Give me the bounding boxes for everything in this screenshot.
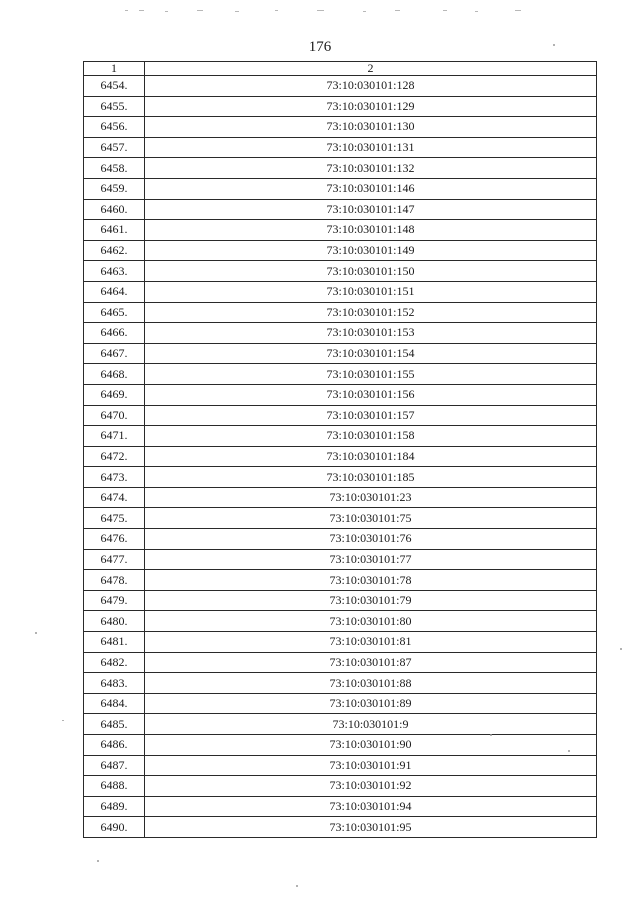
cadastral-number: 73:10:030101:128: [145, 76, 597, 97]
row-index: 6463.: [84, 261, 145, 282]
cadastral-number: 73:10:030101:132: [145, 158, 597, 179]
cadastral-number: 73:10:030101:79: [145, 590, 597, 611]
row-index: 6464.: [84, 281, 145, 302]
row-index: 6469.: [84, 384, 145, 405]
row-index: 6487.: [84, 755, 145, 776]
table-row: [84, 714, 597, 735]
cadastral-number: 73:10:030101:88: [145, 673, 597, 694]
table-row: [84, 673, 597, 694]
table-row: [84, 117, 597, 138]
cadastral-number: 73:10:030101:148: [145, 220, 597, 241]
scan-speck: [553, 44, 555, 46]
table-row: [84, 76, 597, 97]
scan-speck: [490, 734, 492, 736]
table-row: [84, 281, 597, 302]
cadastral-number: 73:10:030101:150: [145, 261, 597, 282]
table-row: [84, 570, 597, 591]
table-row: [84, 817, 597, 838]
cadastral-number: 73:10:030101:146: [145, 178, 597, 199]
cadastral-number: 73:10:030101:77: [145, 549, 597, 570]
row-index: 6482.: [84, 652, 145, 673]
row-index: 6460.: [84, 199, 145, 220]
row-index: 6467.: [84, 343, 145, 364]
row-index: 6468.: [84, 364, 145, 385]
cadastral-number: 73:10:030101:130: [145, 117, 597, 138]
table-row: [84, 199, 597, 220]
table-row: [84, 96, 597, 117]
row-index: 6490.: [84, 817, 145, 838]
column-header-cadastral-number: 2: [145, 62, 597, 76]
cadastral-number: 73:10:030101:155: [145, 364, 597, 385]
table-row: [84, 590, 597, 611]
row-index: 6485.: [84, 714, 145, 735]
table-row: [84, 487, 597, 508]
row-index: 6459.: [84, 178, 145, 199]
table-row: [84, 446, 597, 467]
cadastral-number: 73:10:030101:147: [145, 199, 597, 220]
cadastral-number: 73:10:030101:129: [145, 96, 597, 117]
scan-speck: [620, 648, 622, 650]
table-row: [84, 735, 597, 756]
row-index: 6486.: [84, 735, 145, 756]
row-index: 6473.: [84, 467, 145, 488]
row-index: 6481.: [84, 632, 145, 653]
scan-speck: [97, 860, 99, 862]
cadastral-number: 73:10:030101:156: [145, 384, 597, 405]
cadastral-number: 73:10:030101:151: [145, 281, 597, 302]
table-row: [84, 220, 597, 241]
table-row: [84, 302, 597, 323]
table-row: [84, 384, 597, 405]
table-row: [84, 426, 597, 447]
cadastral-number: 73:10:030101:81: [145, 632, 597, 653]
scan-artifact-line: [125, 9, 525, 13]
cadastral-number: 73:10:030101:90: [145, 735, 597, 756]
table-row: [84, 529, 597, 550]
row-index: 6466.: [84, 323, 145, 344]
table-row: [84, 508, 597, 529]
row-index: 6484.: [84, 693, 145, 714]
row-index: 6456.: [84, 117, 145, 138]
row-index: 6462.: [84, 240, 145, 261]
cadastral-number: 73:10:030101:157: [145, 405, 597, 426]
scan-speck: [35, 632, 37, 634]
row-index: 6461.: [84, 220, 145, 241]
scan-speck: [568, 750, 570, 752]
row-index: 6470.: [84, 405, 145, 426]
table-row: [84, 693, 597, 714]
cadastral-number: 73:10:030101:91: [145, 755, 597, 776]
row-index: 6465.: [84, 302, 145, 323]
table-row: [84, 652, 597, 673]
cadastral-number: 73:10:030101:76: [145, 529, 597, 550]
cadastral-number: 73:10:030101:92: [145, 776, 597, 797]
row-index: 6479.: [84, 590, 145, 611]
row-index: 6477.: [84, 549, 145, 570]
table-row: [84, 178, 597, 199]
table-row: [84, 467, 597, 488]
cadastral-number: 73:10:030101:153: [145, 323, 597, 344]
table-row: [84, 364, 597, 385]
table-row: [84, 632, 597, 653]
table-row: [84, 755, 597, 776]
cadastral-number: 73:10:030101:131: [145, 137, 597, 158]
cadastral-number: 73:10:030101:149: [145, 240, 597, 261]
table-row: [84, 137, 597, 158]
column-header-index: 1: [84, 62, 145, 76]
table-row: [84, 343, 597, 364]
table-body: [84, 76, 597, 838]
table-header-row: [84, 62, 597, 76]
page-number: 176: [308, 39, 332, 55]
table-row: [84, 158, 597, 179]
table-row: [84, 261, 597, 282]
row-index: 6457.: [84, 137, 145, 158]
cadastral-number: 73:10:030101:184: [145, 446, 597, 467]
cadastral-number: 73:10:030101:9: [145, 714, 597, 735]
scan-speck: [296, 885, 298, 887]
cadastral-table: [83, 61, 597, 838]
table-row: [84, 405, 597, 426]
row-index: 6483.: [84, 673, 145, 694]
cadastral-number: 73:10:030101:154: [145, 343, 597, 364]
cadastral-number: 73:10:030101:95: [145, 817, 597, 838]
row-index: 6458.: [84, 158, 145, 179]
table-row: [84, 776, 597, 797]
row-index: 6454.: [84, 76, 145, 97]
cadastral-number: 73:10:030101:94: [145, 796, 597, 817]
table-row: [84, 611, 597, 632]
row-index: 6489.: [84, 796, 145, 817]
cadastral-number: 73:10:030101:152: [145, 302, 597, 323]
scan-speck: [62, 720, 64, 721]
row-index: 6478.: [84, 570, 145, 591]
row-index: 6475.: [84, 508, 145, 529]
row-index: 6455.: [84, 96, 145, 117]
table-row: [84, 240, 597, 261]
cadastral-number: 73:10:030101:75: [145, 508, 597, 529]
row-index: 6480.: [84, 611, 145, 632]
cadastral-number: 73:10:030101:78: [145, 570, 597, 591]
cadastral-number: 73:10:030101:87: [145, 652, 597, 673]
table-row: [84, 796, 597, 817]
table-row: [84, 549, 597, 570]
row-index: 6476.: [84, 529, 145, 550]
cadastral-number: 73:10:030101:80: [145, 611, 597, 632]
cadastral-number: 73:10:030101:23: [145, 487, 597, 508]
row-index: 6472.: [84, 446, 145, 467]
table-row: [84, 323, 597, 344]
cadastral-number: 73:10:030101:185: [145, 467, 597, 488]
row-index: 6488.: [84, 776, 145, 797]
cadastral-number: 73:10:030101:89: [145, 693, 597, 714]
cadastral-number: 73:10:030101:158: [145, 426, 597, 447]
row-index: 6471.: [84, 426, 145, 447]
row-index: 6474.: [84, 487, 145, 508]
